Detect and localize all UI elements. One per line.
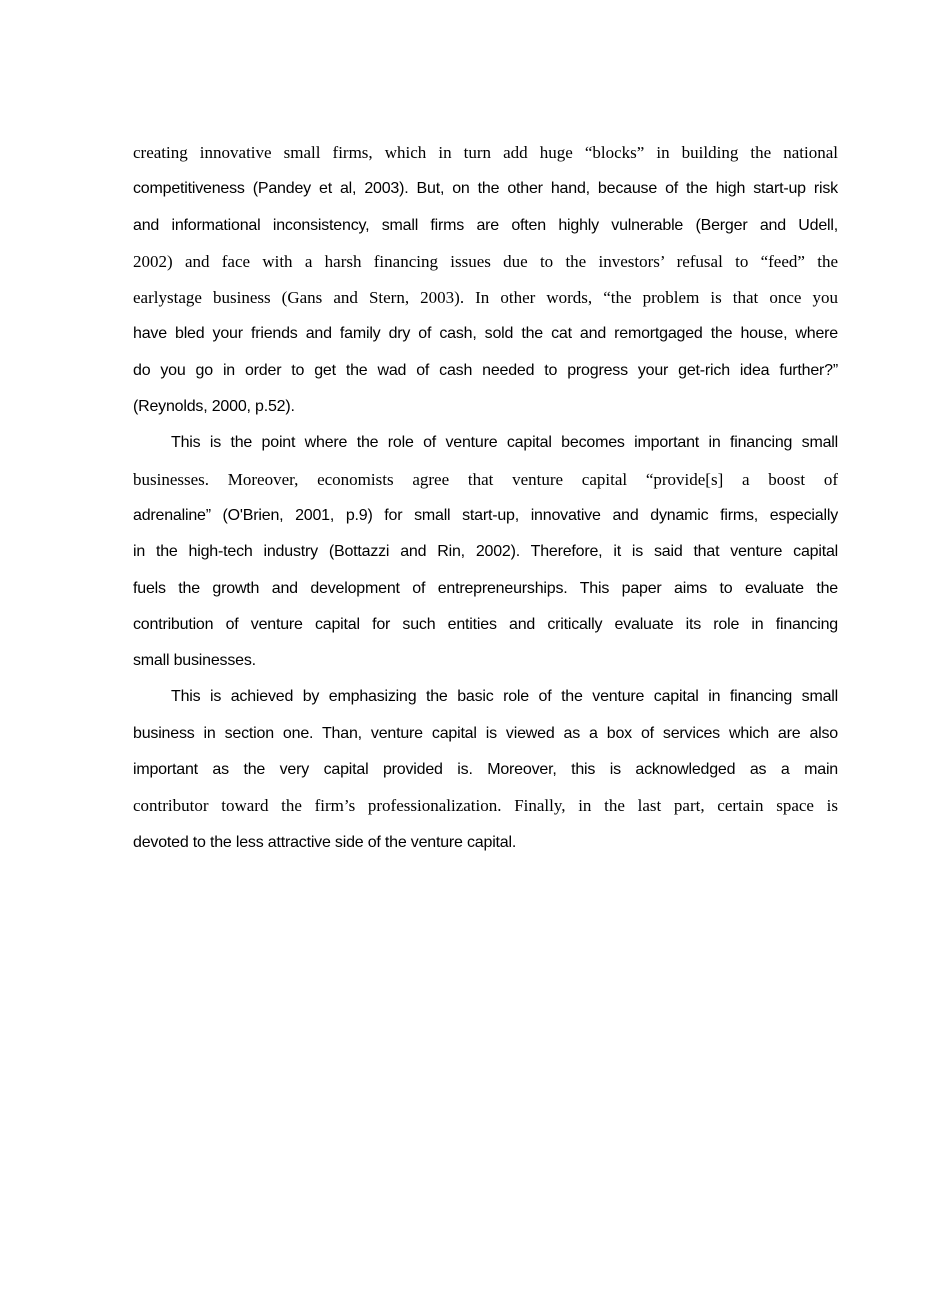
paragraph-3 [133, 679, 838, 860]
text-line: businesses. Moreover, economists agree that venture capital “provide[s] a boost of [133, 469, 838, 489]
text-line: contribution of venture capital for such entities and critically evaluate its role in financing [133, 615, 838, 633]
text-line: important as the very capital provided is. Moreover, this is acknowledged as a main [133, 761, 838, 779]
text-line: 2002) and face with a harsh financing issues due to the investors’ refusal to “feed” the [133, 251, 838, 271]
text-line: and informational inconsistency, small firms are often highly vulnerable (Berger and Udell, [133, 216, 838, 234]
text-line: earlystage business (Gans and Stern, 2003). In other words, “the problem is that once you [133, 288, 838, 308]
text-line: have bled your friends and family dry of cash, sold the cat and remortgaged the house, where [133, 325, 838, 343]
text-line: business in section one. Than, venture capital is viewed as a box of services which are also [133, 724, 838, 742]
text-line: contributor toward the firm’s professionalization. Finally, in the last part, certain space is [133, 796, 838, 816]
text-line: This is achieved by emphasizing the basic role of the venture capital in financing small [171, 688, 838, 706]
text-line: small businesses. [133, 652, 256, 670]
text-line: do you go in order to get the wad of cash needed to progress your get-rich idea further?” [133, 361, 838, 379]
body-text [133, 135, 838, 861]
text-line: This is the point where the role of venture capital becomes important in financing small [171, 434, 838, 452]
paragraph-2 [133, 425, 838, 679]
paragraph-1 [133, 135, 838, 425]
text-line: adrenaline” (O'Brien, 2001, p.9) for small start-up, innovative and dynamic firms, especially [133, 506, 838, 524]
text-line: creating innovative small firms, which in turn add huge “blocks” in building the national [133, 143, 838, 162]
text-line: devoted to the less attractive side of the venture capital. [133, 833, 517, 851]
text-line: competitiveness (Pandey et al, 2003). But, on the other hand, because of the high start-up risk [133, 180, 838, 198]
text-line: in the high-tech industry (Bottazzi and Rin, 2002). Therefore, it is said that venture capital [133, 543, 838, 561]
text-line: fuels the growth and development of entrepreneurships. This paper aims to evaluate the [133, 579, 838, 597]
text-line: (Reynolds, 2000, p.52). [133, 398, 295, 416]
